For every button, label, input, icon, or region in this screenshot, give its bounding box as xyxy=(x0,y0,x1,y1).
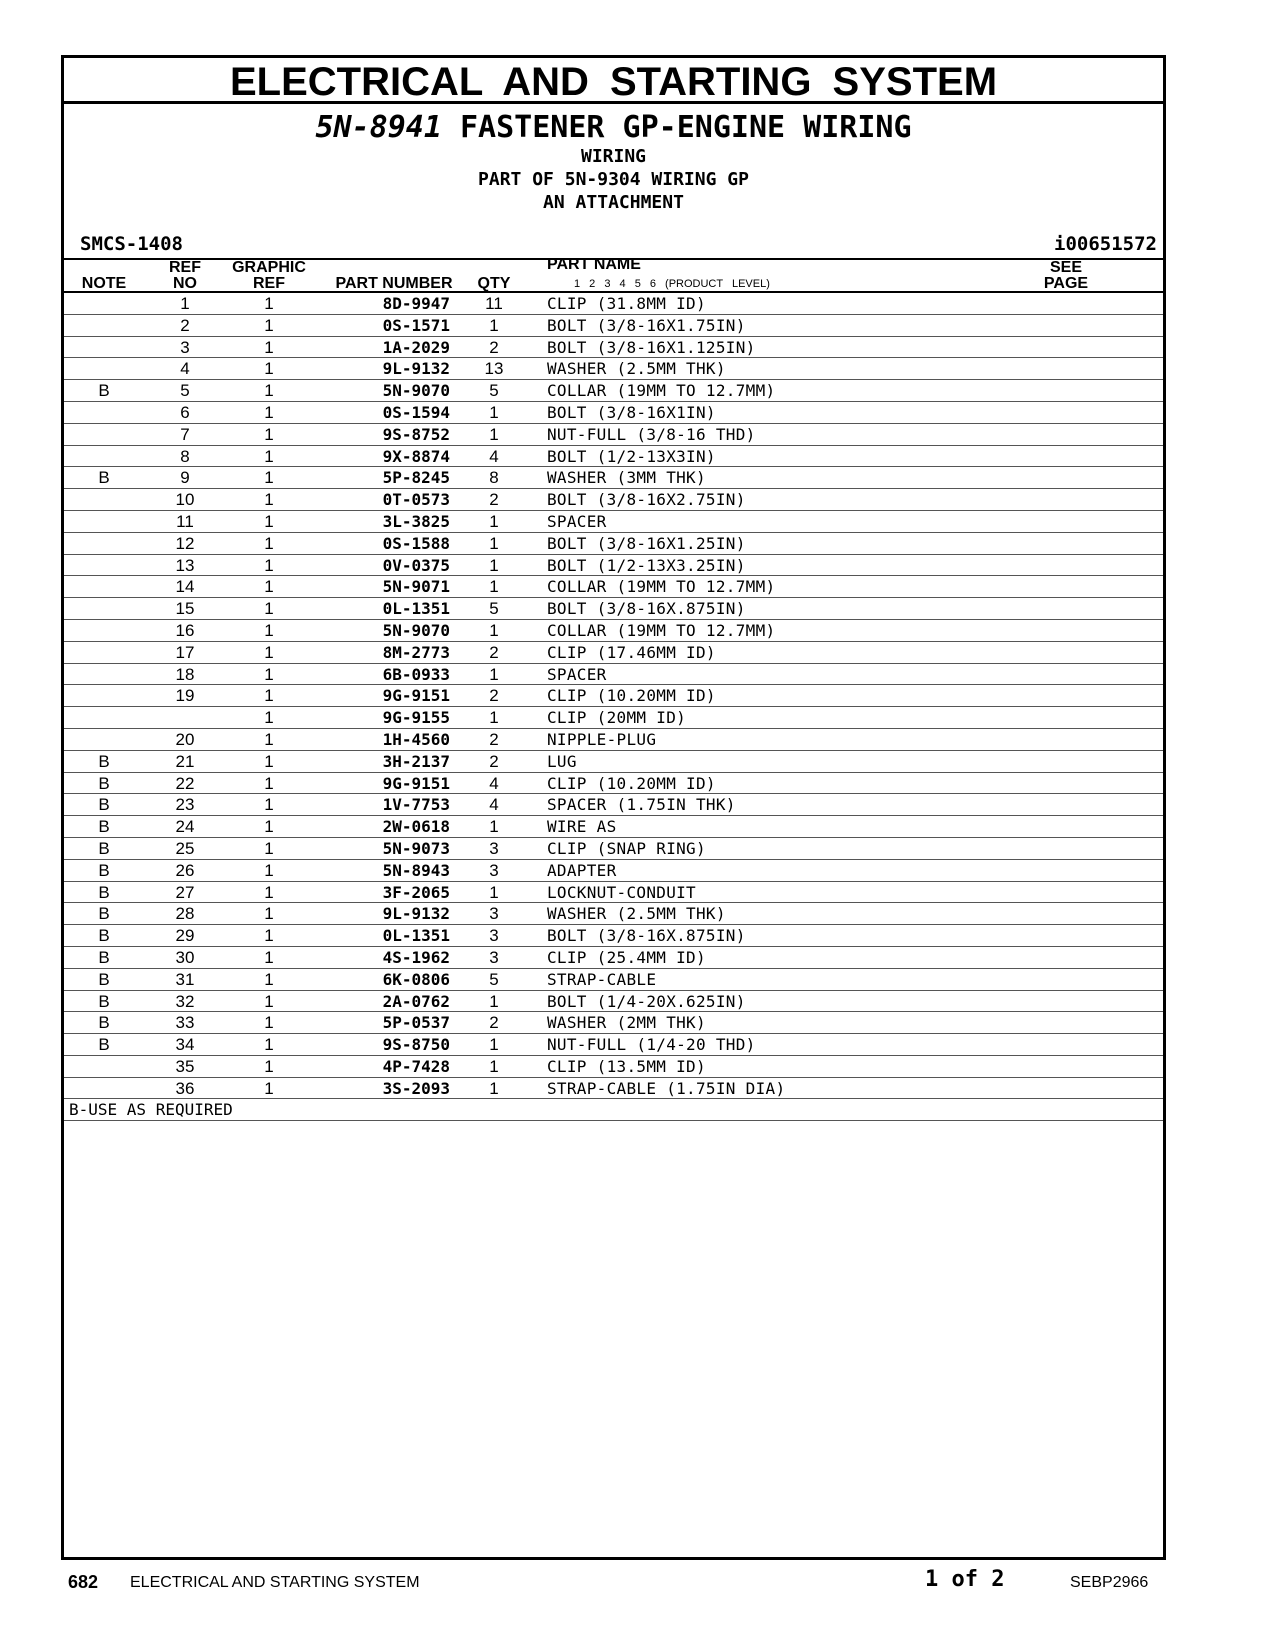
table-row xyxy=(64,664,1163,686)
part-name: NIPPLE-PLUG xyxy=(547,729,657,749)
part-number: 8D-9947 xyxy=(382,294,450,313)
part-note: B xyxy=(98,468,110,488)
part-number: 6B-0933 xyxy=(382,664,450,684)
part-ref-no: 24 xyxy=(175,817,195,837)
illustration-ref-id: i00651572 xyxy=(1054,233,1157,255)
part-graphic-ref: 1 xyxy=(264,599,274,619)
part-ref-no: 31 xyxy=(175,969,195,989)
part-number: 9L-9132 xyxy=(382,904,450,924)
table-row xyxy=(64,794,1163,816)
part-ref-no: 25 xyxy=(175,838,195,858)
part-name: LOCKNUT-CONDUIT xyxy=(547,882,696,902)
table-row xyxy=(64,358,1163,380)
part-ref-no: 1 xyxy=(180,294,190,313)
header-see-page-line1: SEE xyxy=(1049,259,1082,276)
part-number: 0S-1571 xyxy=(382,315,450,335)
table-row xyxy=(64,947,1163,969)
part-ref-no: 36 xyxy=(175,1078,195,1098)
section-title: ELECTRICAL AND STARTING SYSTEM xyxy=(64,58,1163,104)
part-qty: 1 xyxy=(489,315,499,335)
header-qty: QTY xyxy=(477,275,511,292)
part-qty: 2 xyxy=(489,751,499,771)
group-subline-1: WIRING xyxy=(580,146,647,167)
part-graphic-ref: 1 xyxy=(264,555,274,575)
page-count: 1 of 2 xyxy=(925,1567,1005,1592)
part-number: 8M-2773 xyxy=(382,642,450,662)
header-see-page-line2: PAGE xyxy=(1043,275,1089,292)
part-number: 5N-9073 xyxy=(382,838,450,858)
table-row xyxy=(64,1078,1163,1100)
part-qty: 3 xyxy=(489,860,499,880)
part-name: WASHER (2MM THK) xyxy=(547,1013,706,1033)
table-row xyxy=(64,685,1163,707)
part-qty: 2 xyxy=(489,1013,499,1033)
part-number: 3H-2137 xyxy=(382,751,450,771)
part-number: 9L-9132 xyxy=(382,359,450,379)
part-number: 0S-1588 xyxy=(382,533,450,553)
table-row xyxy=(64,620,1163,642)
part-name: COLLAR (19MM TO 12.7MM) xyxy=(547,620,776,640)
header-note: NOTE xyxy=(81,275,127,292)
part-ref-no: 14 xyxy=(175,577,195,597)
table-row xyxy=(64,467,1163,489)
part-name: BOLT (3/8-16X.875IN) xyxy=(547,926,746,946)
part-number: 9S-8750 xyxy=(382,1035,450,1055)
part-qty: 8 xyxy=(489,468,499,488)
part-name: BOLT (1/2-13X3.25IN) xyxy=(547,555,746,575)
table-row xyxy=(64,816,1163,838)
part-qty: 2 xyxy=(489,686,499,706)
part-ref-no: 2 xyxy=(180,315,190,335)
page-footer xyxy=(0,1562,1275,1602)
table-row xyxy=(64,489,1163,511)
part-note: B xyxy=(98,773,110,793)
part-name: BOLT (1/2-13X3IN) xyxy=(547,446,716,466)
part-ref-no: 32 xyxy=(175,991,195,1011)
part-number: 9X-8874 xyxy=(382,446,450,466)
group-subline-3: AN ATTACHMENT xyxy=(543,192,684,213)
table-row xyxy=(64,991,1163,1013)
part-number: 5N-9070 xyxy=(382,620,450,640)
part-name: CLIP (17.46MM ID) xyxy=(547,642,716,662)
part-graphic-ref: 1 xyxy=(264,533,274,553)
part-number: 1V-7753 xyxy=(382,795,450,815)
part-qty: 4 xyxy=(489,446,499,466)
table-row xyxy=(64,446,1163,468)
part-graphic-ref: 1 xyxy=(264,511,274,531)
part-graphic-ref: 1 xyxy=(264,860,274,880)
table-row xyxy=(64,1034,1163,1056)
table-row xyxy=(64,511,1163,533)
part-number: 2A-0762 xyxy=(382,991,450,1011)
part-name: CLIP (31.8MM ID) xyxy=(547,294,706,313)
part-ref-no: 26 xyxy=(175,860,195,880)
part-note: B xyxy=(98,381,110,401)
part-ref-no: 33 xyxy=(175,1013,195,1033)
part-qty: 1 xyxy=(489,1056,499,1076)
part-graphic-ref: 1 xyxy=(264,991,274,1011)
part-number: 0L-1351 xyxy=(382,926,450,946)
part-graphic-ref: 1 xyxy=(264,381,274,401)
part-graphic-ref: 1 xyxy=(264,926,274,946)
part-ref-no: 19 xyxy=(175,686,195,706)
part-qty: 1 xyxy=(489,620,499,640)
part-graphic-ref: 1 xyxy=(264,795,274,815)
part-graphic-ref: 1 xyxy=(264,947,274,967)
part-note: B xyxy=(98,1035,110,1055)
part-graphic-ref: 1 xyxy=(264,1056,274,1076)
header-ref-no-line2: NO xyxy=(173,275,197,292)
table-row xyxy=(64,860,1163,882)
part-ref-no: 8 xyxy=(180,446,190,466)
part-name: WASHER (2.5MM THK) xyxy=(547,904,726,924)
table-row xyxy=(64,707,1163,729)
part-qty: 2 xyxy=(489,642,499,662)
part-name: CLIP (25.4MM ID) xyxy=(547,947,706,967)
part-qty: 1 xyxy=(489,708,499,728)
part-ref-no: 9 xyxy=(180,468,190,488)
part-ref-no: 28 xyxy=(175,904,195,924)
part-graphic-ref: 1 xyxy=(264,359,274,379)
table-row xyxy=(64,642,1163,664)
group-title xyxy=(64,110,1163,146)
part-ref-no: 4 xyxy=(180,359,190,379)
part-ref-no: 35 xyxy=(175,1056,195,1076)
part-graphic-ref: 1 xyxy=(264,577,274,597)
part-name: WASHER (3MM THK) xyxy=(547,468,706,488)
part-graphic-ref: 1 xyxy=(264,446,274,466)
part-number: 4S-1962 xyxy=(382,947,450,967)
part-note: B xyxy=(98,838,110,858)
part-name: BOLT (3/8-16X1IN) xyxy=(547,402,716,422)
part-name: BOLT (1/4-20X.625IN) xyxy=(547,991,746,1011)
part-ref-no: 6 xyxy=(180,402,190,422)
table-row xyxy=(64,925,1163,947)
part-qty: 1 xyxy=(489,664,499,684)
part-qty: 1 xyxy=(489,555,499,575)
part-name: STRAP-CABLE (1.75IN DIA) xyxy=(547,1078,786,1098)
table-row xyxy=(64,598,1163,620)
table-row xyxy=(64,380,1163,402)
document-id: SEBP2966 xyxy=(1070,1574,1149,1591)
part-graphic-ref: 1 xyxy=(264,686,274,706)
part-note: B xyxy=(98,882,110,902)
part-name: BOLT (3/8-16X2.75IN) xyxy=(547,490,746,510)
part-qty: 1 xyxy=(489,882,499,902)
part-note: B xyxy=(98,795,110,815)
part-qty: 4 xyxy=(489,773,499,793)
table-row xyxy=(64,729,1163,751)
part-name: WASHER (2.5MM THK) xyxy=(547,359,726,379)
part-name: SPACER (1.75IN THK) xyxy=(547,795,736,815)
part-note: B xyxy=(98,860,110,880)
part-name: COLLAR (19MM TO 12.7MM) xyxy=(547,577,776,597)
part-name: CLIP (10.20MM ID) xyxy=(547,773,716,793)
part-ref-no: 18 xyxy=(175,664,195,684)
part-name: BOLT (3/8-16X1.25IN) xyxy=(547,533,746,553)
part-graphic-ref: 1 xyxy=(264,402,274,422)
table-row xyxy=(64,903,1163,925)
part-ref-no: 23 xyxy=(175,795,195,815)
part-qty: 3 xyxy=(489,904,499,924)
part-name: SPACER xyxy=(547,664,607,684)
part-number: 1A-2029 xyxy=(382,337,450,357)
table-row xyxy=(64,293,1163,315)
part-number: 5P-0537 xyxy=(382,1013,450,1033)
group-part-number: 5N-8941 xyxy=(315,110,442,145)
part-number: 9S-8752 xyxy=(382,424,450,444)
part-qty: 5 xyxy=(489,599,499,619)
part-note: B xyxy=(98,1013,110,1033)
table-row xyxy=(64,773,1163,795)
part-qty: 2 xyxy=(489,729,499,749)
part-note: B xyxy=(98,751,110,771)
part-ref-no: 22 xyxy=(175,773,195,793)
part-graphic-ref: 1 xyxy=(264,969,274,989)
part-qty: 1 xyxy=(489,511,499,531)
header-part-name: PART NAME xyxy=(547,256,641,273)
part-number: 6K-0806 xyxy=(382,969,450,989)
part-graphic-ref: 1 xyxy=(264,1013,274,1033)
part-qty: 13 xyxy=(484,359,504,379)
header-product-levels: 1 2 3 4 5 6 (PRODUCT LEVEL) xyxy=(574,278,770,290)
part-qty: 2 xyxy=(489,337,499,357)
part-graphic-ref: 1 xyxy=(264,468,274,488)
part-qty: 1 xyxy=(489,817,499,837)
part-ref-no: 5 xyxy=(180,381,190,401)
table-row xyxy=(64,424,1163,446)
part-ref-no: 30 xyxy=(175,947,195,967)
part-number: 5P-8245 xyxy=(382,468,450,488)
part-graphic-ref: 1 xyxy=(264,1078,274,1098)
part-ref-no: 7 xyxy=(180,424,190,444)
part-ref-no: 10 xyxy=(175,490,195,510)
part-ref-no: 27 xyxy=(175,882,195,902)
part-ref-no: 15 xyxy=(175,599,195,619)
part-number: 9G-9151 xyxy=(382,773,450,793)
part-ref-no: 21 xyxy=(175,751,195,771)
part-qty: 1 xyxy=(489,533,499,553)
part-qty: 1 xyxy=(489,402,499,422)
part-number: 5N-9070 xyxy=(382,381,450,401)
part-name: COLLAR (19MM TO 12.7MM) xyxy=(547,381,776,401)
part-ref-no: 20 xyxy=(175,729,195,749)
part-name: CLIP (10.20MM ID) xyxy=(547,686,716,706)
part-note: B xyxy=(98,904,110,924)
part-name: CLIP (SNAP RING) xyxy=(547,838,706,858)
part-note: B xyxy=(98,991,110,1011)
part-qty: 3 xyxy=(489,926,499,946)
part-qty: 1 xyxy=(489,1078,499,1098)
part-name: CLIP (20MM ID) xyxy=(547,708,687,728)
part-ref-no: 17 xyxy=(175,642,195,662)
table-row xyxy=(64,555,1163,577)
part-graphic-ref: 1 xyxy=(264,424,274,444)
part-number: 3L-3825 xyxy=(382,511,450,531)
part-number: 2W-0618 xyxy=(382,817,450,837)
part-name: CLIP (13.5MM ID) xyxy=(547,1056,706,1076)
part-qty: 1 xyxy=(489,577,499,597)
part-qty: 5 xyxy=(489,381,499,401)
part-graphic-ref: 1 xyxy=(264,773,274,793)
part-graphic-ref: 1 xyxy=(264,904,274,924)
part-note: B xyxy=(98,947,110,967)
part-graphic-ref: 1 xyxy=(264,708,274,728)
part-number: 5N-8943 xyxy=(382,860,450,880)
part-ref-no: 13 xyxy=(175,555,195,575)
header-graphic-ref-line1: GRAPHIC xyxy=(232,259,306,276)
part-name: BOLT (3/8-16X.875IN) xyxy=(547,599,746,619)
smcs-code: SMCS-1408 xyxy=(80,233,183,255)
part-ref-no: 3 xyxy=(180,337,190,357)
header-part-number: PART NUMBER xyxy=(335,275,453,292)
table-row xyxy=(64,533,1163,555)
part-number: 9G-9155 xyxy=(382,708,450,728)
table-row xyxy=(64,337,1163,359)
part-graphic-ref: 1 xyxy=(264,620,274,640)
part-graphic-ref: 1 xyxy=(264,337,274,357)
table-row xyxy=(64,969,1163,991)
part-qty: 1 xyxy=(489,424,499,444)
part-number: 4P-7428 xyxy=(382,1056,450,1076)
part-name: NUT-FULL (1/4-20 THD) xyxy=(547,1035,756,1055)
part-qty: 1 xyxy=(489,1035,499,1055)
table-row xyxy=(64,838,1163,860)
part-number: 0V-0375 xyxy=(382,555,450,575)
part-number: 0S-1594 xyxy=(382,402,450,422)
table-row xyxy=(64,576,1163,598)
table-row xyxy=(64,402,1163,424)
part-ref-no: 16 xyxy=(175,620,195,640)
group-name: FASTENER GP-ENGINE WIRING xyxy=(459,110,912,145)
part-number: 3F-2065 xyxy=(382,882,450,902)
page-number: 682 xyxy=(68,1572,99,1592)
part-qty: 4 xyxy=(489,795,499,815)
part-graphic-ref: 1 xyxy=(264,729,274,749)
part-name: LUG xyxy=(547,751,577,771)
part-name: WIRE AS xyxy=(547,817,617,837)
part-name: BOLT (3/8-16X1.125IN) xyxy=(547,337,756,357)
part-graphic-ref: 1 xyxy=(264,882,274,902)
header-ref-no-line1: REF xyxy=(169,259,201,276)
part-graphic-ref: 1 xyxy=(264,294,274,313)
part-qty: 1 xyxy=(489,991,499,1011)
header-graphic-ref-line2: REF xyxy=(253,275,285,292)
part-ref-no: 34 xyxy=(175,1035,195,1055)
footer-section-title: ELECTRICAL AND STARTING SYSTEM xyxy=(130,1574,420,1591)
part-note: B xyxy=(98,817,110,837)
part-ref-no: 12 xyxy=(175,533,195,553)
part-graphic-ref: 1 xyxy=(264,1035,274,1055)
part-qty: 3 xyxy=(489,838,499,858)
part-name: BOLT (3/8-16X1.75IN) xyxy=(547,315,746,335)
part-graphic-ref: 1 xyxy=(264,315,274,335)
part-number: 5N-9071 xyxy=(382,577,450,597)
part-ref-no: 29 xyxy=(175,926,195,946)
table-row xyxy=(64,751,1163,773)
footnote: B-USE AS REQUIRED xyxy=(64,1099,1163,1121)
part-graphic-ref: 1 xyxy=(264,490,274,510)
part-graphic-ref: 1 xyxy=(264,751,274,771)
part-note: B xyxy=(98,926,110,946)
part-number: 3S-2093 xyxy=(382,1078,450,1098)
part-graphic-ref: 1 xyxy=(264,817,274,837)
part-qty: 11 xyxy=(485,294,503,313)
part-number: 9G-9151 xyxy=(382,686,450,706)
page-frame xyxy=(61,55,1166,1560)
part-name: NUT-FULL (3/8-16 THD) xyxy=(547,424,756,444)
table-row xyxy=(64,1012,1163,1034)
part-qty: 2 xyxy=(489,490,499,510)
part-qty: 3 xyxy=(489,947,499,967)
group-subline-2: PART OF 5N-9304 WIRING GP xyxy=(478,169,749,190)
part-ref-no: 11 xyxy=(176,511,194,531)
parts-list xyxy=(64,293,1163,1121)
part-number: 1H-4560 xyxy=(382,729,450,749)
part-name: STRAP-CABLE xyxy=(547,969,657,989)
table-row xyxy=(64,1056,1163,1078)
table-row xyxy=(64,882,1163,904)
column-header xyxy=(64,258,1163,293)
part-number: 0L-1351 xyxy=(382,599,450,619)
part-graphic-ref: 1 xyxy=(264,664,274,684)
part-note: B xyxy=(98,969,110,989)
part-graphic-ref: 1 xyxy=(264,838,274,858)
table-row xyxy=(64,315,1163,337)
part-number: 0T-0573 xyxy=(382,490,450,510)
part-name: SPACER xyxy=(547,511,607,531)
part-name: ADAPTER xyxy=(547,860,617,880)
part-graphic-ref: 1 xyxy=(264,642,274,662)
part-qty: 5 xyxy=(489,969,499,989)
